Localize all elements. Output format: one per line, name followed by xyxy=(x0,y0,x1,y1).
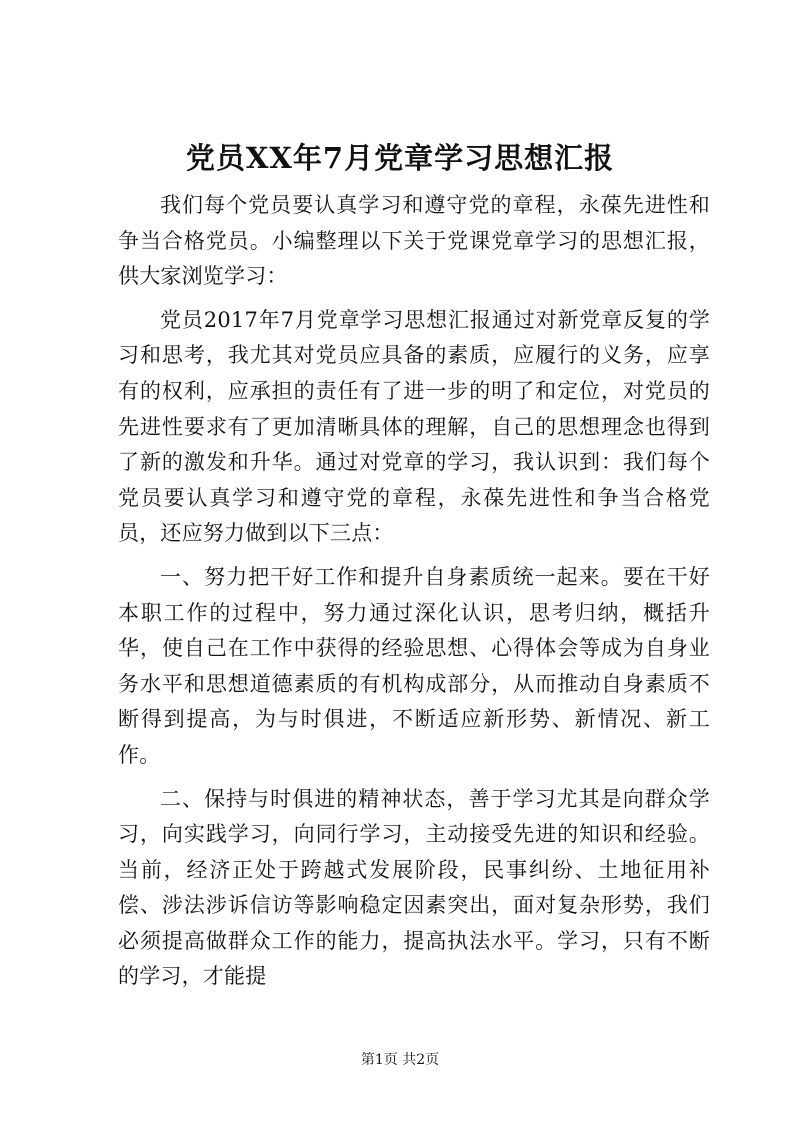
paragraph-point-two: 二、保持与时俱进的精神状态，善于学习尤其是向群众学习，向实践学习，向同行学习，主动接受先进的知识和经验。当前，经济正处于跨越式发展阶段，民事纠纷、土地征用补偿、涉法涉诉信访等影响稳定因素突出，面对复杂形势，我们必须提高做群众工作的能力，提高执法水平。学习，只有不断的学习，才能提 xyxy=(118,786,710,989)
page-number-footer: 第1页 共2页 xyxy=(360,1052,440,1068)
document-title: 党员XX年7月党章学习思想汇报 xyxy=(185,141,615,175)
paragraph-intro: 我们每个党员要认真学习和遵守党的章程，永葆先进性和争当合格党员。小编整理以下关于党课党章学习的思想汇报，供大家浏览学习： xyxy=(118,193,710,289)
document-body xyxy=(118,188,710,1003)
paragraph-report: 党员2017年7月党章学习思想汇报通过对新党章反复的学习和思考，我尤其对党员应具备的素质，应履行的义务，应享有的权利，应承担的责任有了进一步的明了和定位，对党员的先进性要求有了更加清晰具体的理解，自己的思想理念也得到了新的激发和升华。通过对党章的学习，我认识到：我们每个党员要认真学习和遵守党的章程，永葆先进性和争当合格党员，还应努力做到以下三点： xyxy=(118,307,710,546)
paragraph-point-one: 一、努力把干好工作和提升自身素质统一起来。要在干好本职工作的过程中，努力通过深化认识，思考归纳，概括升华，使自己在工作中获得的经验思想、心得体会等成为自身业务水平和思想道德素质的有机构成部分，从而推动自身素质不断得到提高，为与时俱进，不断适应新形势、新情况、新工作。 xyxy=(118,564,710,767)
